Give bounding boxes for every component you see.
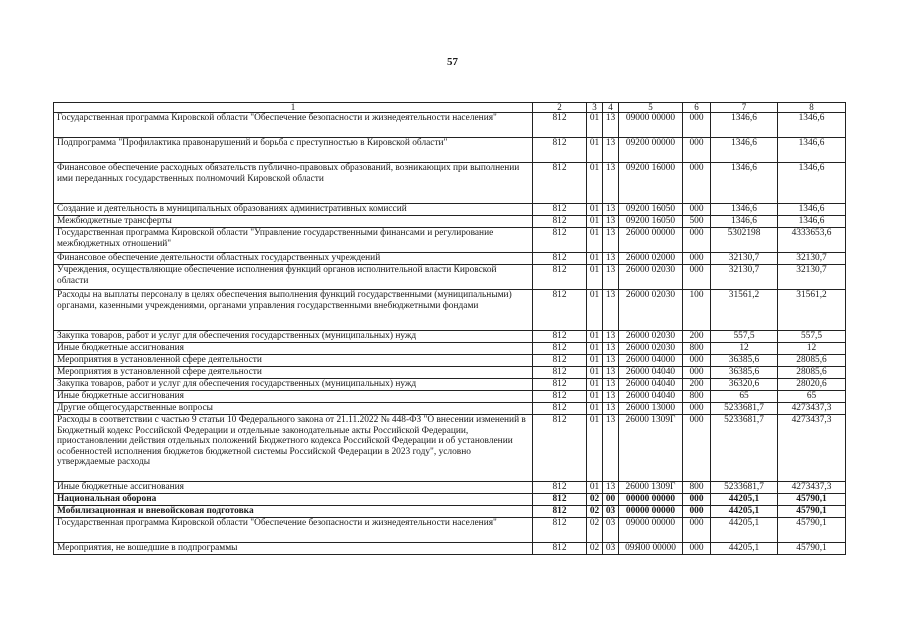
table-row <box>54 415 846 482</box>
target-article-cell: 26000 04040 <box>619 367 683 379</box>
expense-type-cell: 000 <box>683 543 711 555</box>
section-code-cell: 01 <box>587 403 603 415</box>
target-article-cell: 26000 00000 <box>619 228 683 253</box>
target-article-cell: 26000 02030 <box>619 343 683 355</box>
amount-2024-cell: 65 <box>711 391 778 403</box>
amount-2024-cell: 44205,1 <box>711 518 778 543</box>
subsection-code-cell: 13 <box>603 113 619 138</box>
ved-code-cell: 812 <box>533 415 587 482</box>
target-article-cell: 26000 02030 <box>619 331 683 343</box>
amount-2024-cell: 44205,1 <box>711 543 778 555</box>
target-article-cell: 26000 02030 <box>619 265 683 290</box>
amount-2024-cell: 36385,6 <box>711 367 778 379</box>
target-article-cell: 09200 16000 <box>619 163 683 204</box>
subsection-code-cell: 13 <box>603 415 619 482</box>
row-name-cell: Мобилизационная и вневойсковая подготовка <box>54 506 533 518</box>
header-cell: 6 <box>683 103 711 113</box>
row-name-cell: Иные бюджетные ассигнования <box>54 343 533 355</box>
table-row <box>54 506 846 518</box>
subsection-code-cell: 03 <box>603 518 619 543</box>
amount-2025-cell: 1346,6 <box>778 163 846 204</box>
row-name-cell: Расходы в соответствии с частью 9 статьи 10 Федерального закона от 21.11.2022 № 448-ФЗ "О внесении изменений в Бюджетный кодекс Российской Федерации и отдельные законодательные акты Российской Федерации, приостановлении действия отдельных положений Бюджетного кодекса Российской Федерации и об установлении особенностей исполнения бюджетов бюджетной системы Российской Федерации в 2023 году", условно утверждаемые расходы <box>54 415 533 482</box>
target-article-cell: 26000 04040 <box>619 379 683 391</box>
amount-2025-cell: 65 <box>778 391 846 403</box>
ved-code-cell: 812 <box>533 216 587 228</box>
amount-2024-cell: 12 <box>711 343 778 355</box>
target-article-cell: 09Я00 00000 <box>619 543 683 555</box>
section-code-cell: 02 <box>587 506 603 518</box>
budget-table <box>53 102 846 555</box>
expense-type-cell: 000 <box>683 228 711 253</box>
expense-type-cell: 000 <box>683 494 711 506</box>
amount-2025-cell: 45790,1 <box>778 518 846 543</box>
target-article-cell: 26000 04000 <box>619 355 683 367</box>
section-code-cell: 01 <box>587 355 603 367</box>
expense-type-cell: 800 <box>683 391 711 403</box>
expense-type-cell: 000 <box>683 138 711 163</box>
header-cell: 8 <box>778 103 846 113</box>
row-name-cell: Государственная программа Кировской области "Обеспечение безопасности и жизнедеятельности населения" <box>54 113 533 138</box>
amount-2025-cell: 28020,6 <box>778 379 846 391</box>
subsection-code-cell: 13 <box>603 290 619 331</box>
ved-code-cell: 812 <box>533 506 587 518</box>
expense-type-cell: 800 <box>683 482 711 494</box>
section-code-cell: 01 <box>587 253 603 265</box>
target-article-cell: 00000 00000 <box>619 494 683 506</box>
amount-2025-cell: 1346,6 <box>778 138 846 163</box>
target-article-cell: 26000 1309Г <box>619 482 683 494</box>
amount-2025-cell: 12 <box>778 343 846 355</box>
ved-code-cell: 812 <box>533 403 587 415</box>
amount-2025-cell: 1346,6 <box>778 216 846 228</box>
expense-type-cell: 000 <box>683 367 711 379</box>
expense-type-cell: 000 <box>683 265 711 290</box>
subsection-code-cell: 13 <box>603 482 619 494</box>
target-article-cell: 09200 16050 <box>619 204 683 216</box>
ved-code-cell: 812 <box>533 253 587 265</box>
header-cell: 4 <box>603 103 619 113</box>
table-row <box>54 482 846 494</box>
row-name-cell: Закупка товаров, работ и услуг для обеспечения государственных (муниципальных) нужд <box>54 379 533 391</box>
header-cell: 5 <box>619 103 683 113</box>
row-name-cell: Подпрограмма "Профилактика правонарушений и борьба с преступностью в Кировской области" <box>54 138 533 163</box>
target-article-cell: 26000 1309Г <box>619 415 683 482</box>
amount-2024-cell: 31561,2 <box>711 290 778 331</box>
table-row <box>54 113 846 138</box>
subsection-code-cell: 13 <box>603 355 619 367</box>
amount-2024-cell: 36320,6 <box>711 379 778 391</box>
table-row <box>54 379 846 391</box>
header-cell: 7 <box>711 103 778 113</box>
row-name-cell: Мероприятия в установленной сфере деятельности <box>54 367 533 379</box>
section-code-cell: 01 <box>587 415 603 482</box>
row-name-cell: Расходы на выплаты персоналу в целях обеспечения выполнения функций государственными (муниципальными) органами, казенными учреждениями, органами управления государственными внебюджетными фондами <box>54 290 533 331</box>
section-code-cell: 01 <box>587 379 603 391</box>
subsection-code-cell: 13 <box>603 204 619 216</box>
ved-code-cell: 812 <box>533 331 587 343</box>
expense-type-cell: 000 <box>683 355 711 367</box>
expense-type-cell: 100 <box>683 290 711 331</box>
expense-type-cell: 000 <box>683 204 711 216</box>
ved-code-cell: 812 <box>533 228 587 253</box>
target-article-cell: 26000 02030 <box>619 290 683 331</box>
section-code-cell: 01 <box>587 367 603 379</box>
amount-2024-cell: 1346,6 <box>711 163 778 204</box>
row-name-cell: Государственная программа Кировской области "Управление государственными финансами и регулирование межбюджетных отношений" <box>54 228 533 253</box>
amount-2025-cell: 4273437,3 <box>778 482 846 494</box>
table-header-row <box>54 103 846 113</box>
subsection-code-cell: 13 <box>603 265 619 290</box>
ved-code-cell: 812 <box>533 494 587 506</box>
amount-2024-cell: 1346,6 <box>711 113 778 138</box>
table-row <box>54 367 846 379</box>
ved-code-cell: 812 <box>533 290 587 331</box>
table-row <box>54 290 846 331</box>
table-row <box>54 216 846 228</box>
amount-2024-cell: 1346,6 <box>711 216 778 228</box>
table-row <box>54 163 846 204</box>
section-code-cell: 01 <box>587 265 603 290</box>
amount-2024-cell: 36385,6 <box>711 355 778 367</box>
section-code-cell: 02 <box>587 494 603 506</box>
ved-code-cell: 812 <box>533 138 587 163</box>
ved-code-cell: 812 <box>533 518 587 543</box>
ved-code-cell: 812 <box>533 343 587 355</box>
expense-type-cell: 800 <box>683 343 711 355</box>
expense-type-cell: 200 <box>683 331 711 343</box>
table-row <box>54 403 846 415</box>
expense-type-cell: 000 <box>683 403 711 415</box>
amount-2025-cell: 4273437,3 <box>778 403 846 415</box>
header-cell: 3 <box>587 103 603 113</box>
header-cell: 1 <box>54 103 533 113</box>
subsection-code-cell: 13 <box>603 253 619 265</box>
amount-2025-cell: 45790,1 <box>778 543 846 555</box>
table-row <box>54 518 846 543</box>
section-code-cell: 01 <box>587 228 603 253</box>
amount-2024-cell: 5233681,7 <box>711 415 778 482</box>
ved-code-cell: 812 <box>533 163 587 204</box>
amount-2025-cell: 4273437,3 <box>778 415 846 482</box>
expense-type-cell: 000 <box>683 506 711 518</box>
amount-2024-cell: 32130,7 <box>711 253 778 265</box>
amount-2025-cell: 557,5 <box>778 331 846 343</box>
table-row <box>54 391 846 403</box>
amount-2024-cell: 1346,6 <box>711 138 778 163</box>
row-name-cell: Национальная оборона <box>54 494 533 506</box>
section-code-cell: 01 <box>587 290 603 331</box>
row-name-cell: Мероприятия в установленной сфере деятельности <box>54 355 533 367</box>
amount-2025-cell: 45790,1 <box>778 494 846 506</box>
table-row <box>54 228 846 253</box>
amount-2024-cell: 5233681,7 <box>711 482 778 494</box>
subsection-code-cell: 13 <box>603 343 619 355</box>
ved-code-cell: 812 <box>533 265 587 290</box>
section-code-cell: 01 <box>587 113 603 138</box>
row-name-cell: Создание и деятельность в муниципальных образованиях административных комиссий <box>54 204 533 216</box>
target-article-cell: 00000 00000 <box>619 506 683 518</box>
amount-2024-cell: 5233681,7 <box>711 403 778 415</box>
amount-2024-cell: 44205,1 <box>711 494 778 506</box>
target-article-cell: 09000 00000 <box>619 518 683 543</box>
expense-type-cell: 200 <box>683 379 711 391</box>
ved-code-cell: 812 <box>533 391 587 403</box>
section-code-cell: 01 <box>587 343 603 355</box>
row-name-cell: Иные бюджетные ассигнования <box>54 391 533 403</box>
amount-2024-cell: 32130,7 <box>711 265 778 290</box>
section-code-cell: 01 <box>587 138 603 163</box>
subsection-code-cell: 13 <box>603 391 619 403</box>
table-row <box>54 204 846 216</box>
subsection-code-cell: 13 <box>603 216 619 228</box>
expense-type-cell: 000 <box>683 518 711 543</box>
ved-code-cell: 812 <box>533 113 587 138</box>
table-row <box>54 253 846 265</box>
amount-2025-cell: 1346,6 <box>778 204 846 216</box>
ved-code-cell: 812 <box>533 379 587 391</box>
amount-2025-cell: 32130,7 <box>778 265 846 290</box>
header-cell: 2 <box>533 103 587 113</box>
subsection-code-cell: 00 <box>603 494 619 506</box>
amount-2024-cell: 1346,6 <box>711 204 778 216</box>
target-article-cell: 09000 00000 <box>619 113 683 138</box>
row-name-cell: Иные бюджетные ассигнования <box>54 482 533 494</box>
table-row <box>54 355 846 367</box>
amount-2025-cell: 1346,6 <box>778 113 846 138</box>
section-code-cell: 01 <box>587 482 603 494</box>
section-code-cell: 01 <box>587 391 603 403</box>
expense-type-cell: 000 <box>683 415 711 482</box>
expense-type-cell: 000 <box>683 113 711 138</box>
ved-code-cell: 812 <box>533 204 587 216</box>
amount-2025-cell: 28085,6 <box>778 355 846 367</box>
amount-2025-cell: 45790,1 <box>778 506 846 518</box>
row-name-cell: Учреждения, осуществляющие обеспечение исполнения функций органов исполнительной власти Кировской области <box>54 265 533 290</box>
section-code-cell: 02 <box>587 518 603 543</box>
table-row <box>54 494 846 506</box>
ved-code-cell: 812 <box>533 355 587 367</box>
target-article-cell: 26000 13000 <box>619 403 683 415</box>
subsection-code-cell: 13 <box>603 367 619 379</box>
target-article-cell: 26000 04040 <box>619 391 683 403</box>
expense-type-cell: 500 <box>683 216 711 228</box>
subsection-code-cell: 13 <box>603 163 619 204</box>
table-row <box>54 543 846 555</box>
amount-2024-cell: 44205,1 <box>711 506 778 518</box>
amount-2024-cell: 557,5 <box>711 331 778 343</box>
row-name-cell: Государственная программа Кировской области "Обеспечение безопасности и жизнедеятельности населения" <box>54 518 533 543</box>
section-code-cell: 01 <box>587 331 603 343</box>
expense-type-cell: 000 <box>683 163 711 204</box>
table-row <box>54 265 846 290</box>
row-name-cell: Мероприятия, не вошедшие в подпрограммы <box>54 543 533 555</box>
ved-code-cell: 812 <box>533 367 587 379</box>
row-name-cell: Финансовое обеспечение расходных обязательств публично-правовых образований, возникающих при выполнении ими переданных государственных полномочий Кировской области <box>54 163 533 204</box>
row-name-cell: Другие общегосударственные вопросы <box>54 403 533 415</box>
row-name-cell: Финансовое обеспечение деятельности областных государственных учреждений <box>54 253 533 265</box>
subsection-code-cell: 03 <box>603 506 619 518</box>
amount-2025-cell: 32130,7 <box>778 253 846 265</box>
section-code-cell: 01 <box>587 163 603 204</box>
row-name-cell: Межбюджетные трансферты <box>54 216 533 228</box>
subsection-code-cell: 13 <box>603 379 619 391</box>
table-row <box>54 343 846 355</box>
subsection-code-cell: 13 <box>603 228 619 253</box>
expense-type-cell: 000 <box>683 253 711 265</box>
table-row <box>54 138 846 163</box>
ved-code-cell: 812 <box>533 543 587 555</box>
subsection-code-cell: 13 <box>603 403 619 415</box>
subsection-code-cell: 03 <box>603 543 619 555</box>
amount-2024-cell: 5302198 <box>711 228 778 253</box>
subsection-code-cell: 13 <box>603 331 619 343</box>
amount-2025-cell: 4333653,6 <box>778 228 846 253</box>
section-code-cell: 01 <box>587 216 603 228</box>
target-article-cell: 09200 00000 <box>619 138 683 163</box>
ved-code-cell: 812 <box>533 482 587 494</box>
page-number: 57 <box>447 56 458 68</box>
row-name-cell: Закупка товаров, работ и услуг для обеспечения государственных (муниципальных) нужд <box>54 331 533 343</box>
target-article-cell: 09200 16050 <box>619 216 683 228</box>
section-code-cell: 02 <box>587 543 603 555</box>
amount-2025-cell: 28085,6 <box>778 367 846 379</box>
amount-2025-cell: 31561,2 <box>778 290 846 331</box>
table-row <box>54 331 846 343</box>
subsection-code-cell: 13 <box>603 138 619 163</box>
target-article-cell: 26000 02000 <box>619 253 683 265</box>
section-code-cell: 01 <box>587 204 603 216</box>
